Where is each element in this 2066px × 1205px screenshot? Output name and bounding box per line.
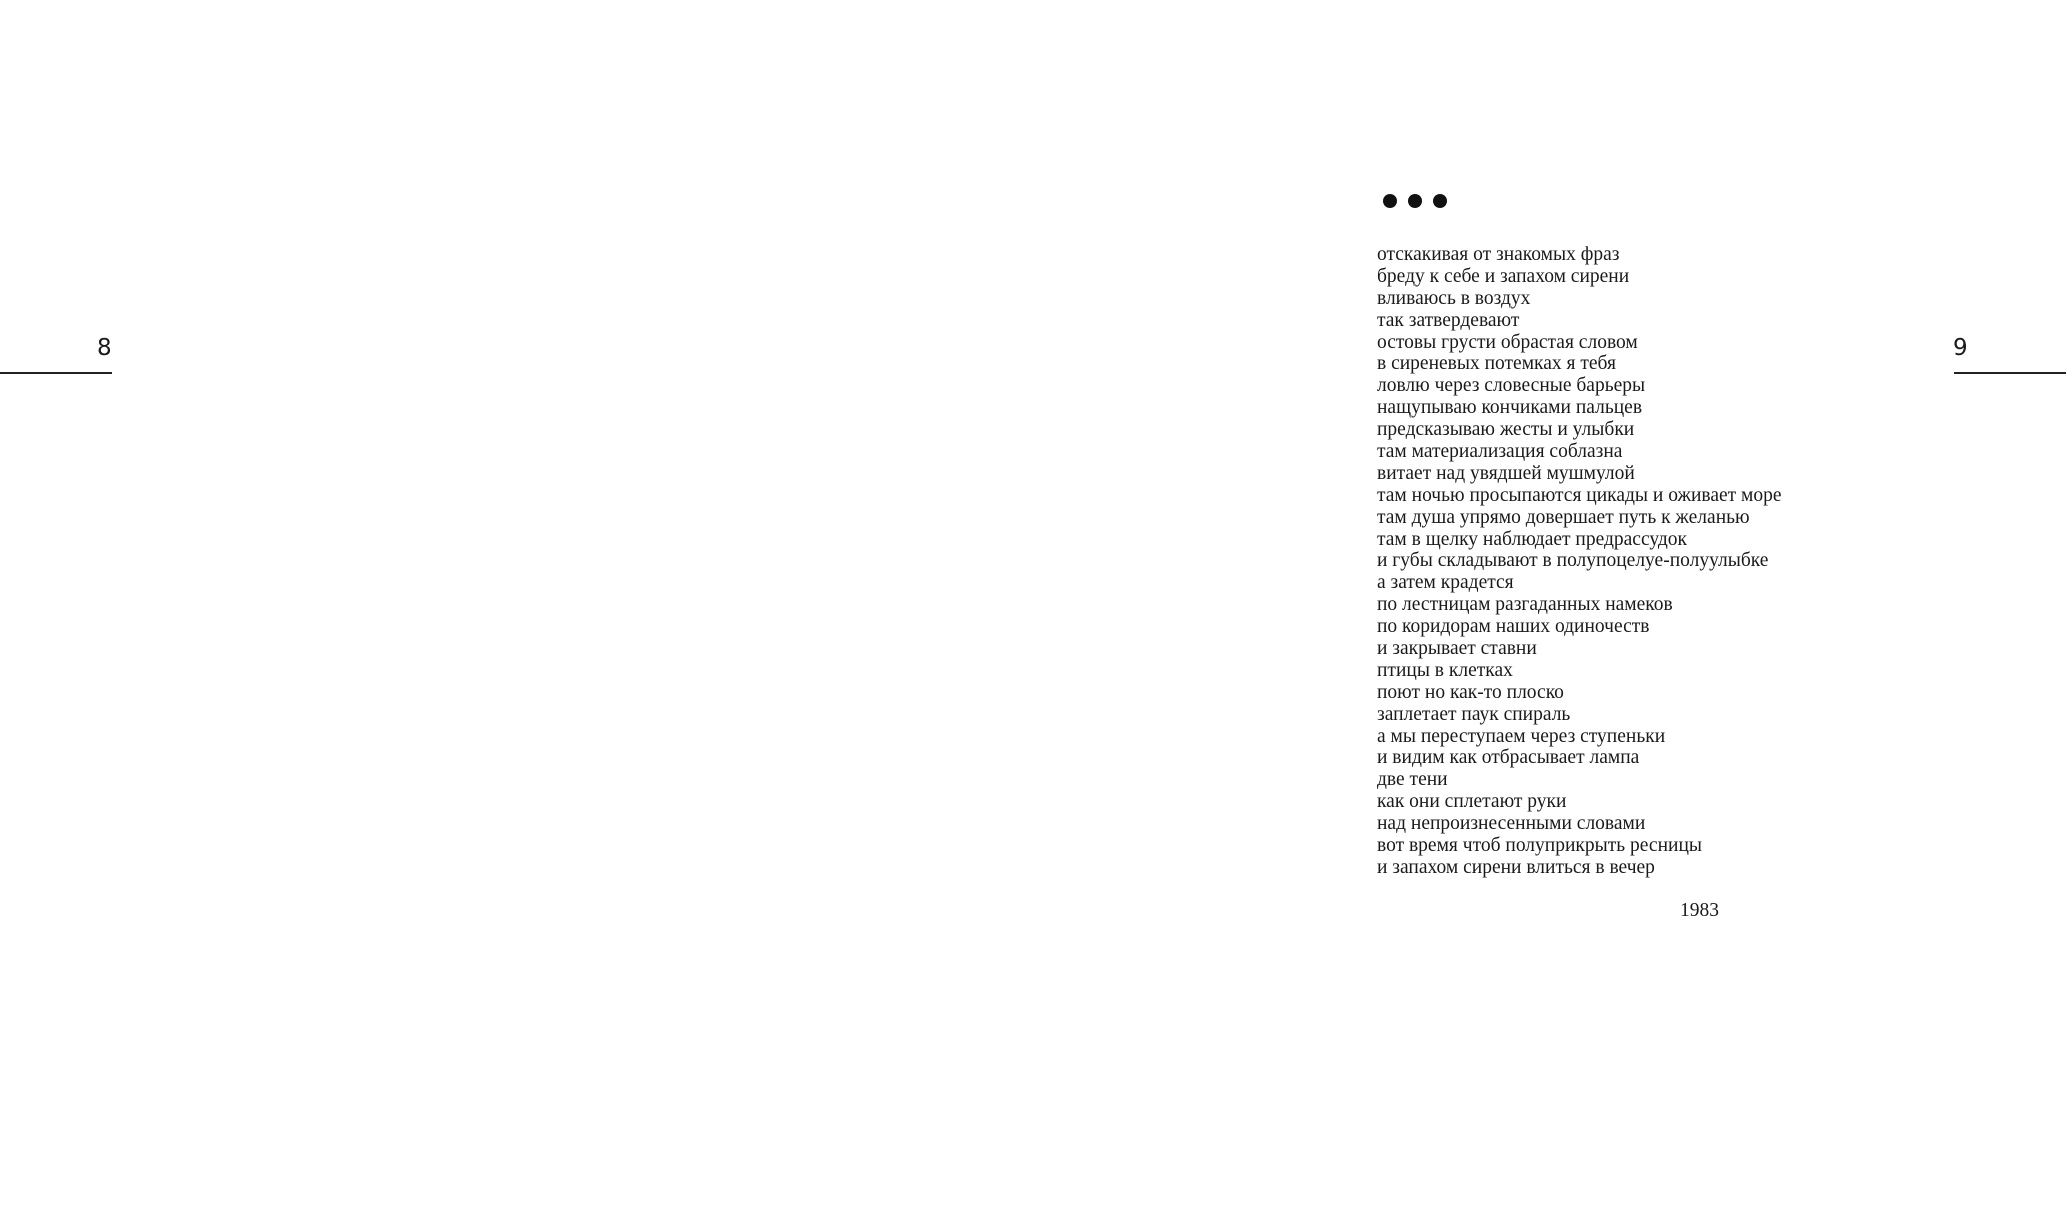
poem-line: так затвердевают (1377, 309, 1520, 331)
poem-line: по лестницам разгаданных намеков (1377, 594, 1673, 616)
poem-line: предсказываю жесты и улыбки (1377, 419, 1635, 441)
dot-icon (1408, 194, 1422, 208)
poem-line: вливаюсь в воздух (1377, 287, 1531, 309)
poem-line: остовы грусти обрастая словом (1377, 331, 1638, 353)
poem-line: и запахом сирени влиться в вечер (1377, 856, 1655, 878)
section-ornament-dots (1383, 194, 1447, 208)
poem-line: по коридорам наших одиночеств (1377, 616, 1650, 638)
poem-line: птицы в клетках (1377, 659, 1513, 681)
poem-line: две тени (1377, 769, 1448, 791)
poem-line: поют но как-то плоско (1377, 681, 1564, 703)
poem-line: вот время чтоб полуприкрыть ресницы (1377, 835, 1702, 857)
poem-line: там ночью просыпаются цикады и оживает море (1377, 484, 1782, 506)
poem-line: витает над увядшей мушмулой (1377, 462, 1635, 484)
page-number-left: 8 (97, 335, 112, 361)
page-rule-right (1954, 372, 2066, 374)
dot-icon (1433, 194, 1447, 208)
poem-line: заплетает паук спираль (1377, 703, 1571, 725)
poem-line: а мы переступаем через ступеньки (1377, 725, 1666, 747)
page-rule-left (0, 372, 112, 374)
poem-line: и закрывает ставни (1377, 638, 1537, 660)
poem-year: 1983 (1680, 900, 1719, 921)
poem-line: в сиреневых потемках я тебя (1377, 353, 1616, 375)
poem-text (1377, 244, 1782, 879)
poem-line: нащупываю кончиками пальцев (1377, 397, 1643, 419)
poem-line: и губы складывают в полупоцелуе-полуулыбке (1377, 550, 1769, 572)
poem-line: там в щелку наблюдает предрассудок (1377, 528, 1688, 550)
page-number-right: 9 (1953, 335, 1968, 361)
poem-line: ловлю через словесные барьеры (1377, 375, 1646, 397)
poem-line: как они сплетают руки (1377, 791, 1567, 813)
poem-line: и видим как отбрасывает лампа (1377, 747, 1640, 769)
poem-line: над непроизнесенными словами (1377, 813, 1646, 835)
poem-line: там материализация соблазна (1377, 441, 1623, 463)
poem-line: там душа упрямо довершает путь к желанью (1377, 506, 1750, 528)
poem-line: отскакивая от знакомых фраз (1377, 244, 1620, 265)
dot-icon (1383, 194, 1397, 208)
poem-line: бреду к себе и запахом сирени (1377, 265, 1630, 287)
poem-line: а затем крадется (1377, 572, 1514, 594)
